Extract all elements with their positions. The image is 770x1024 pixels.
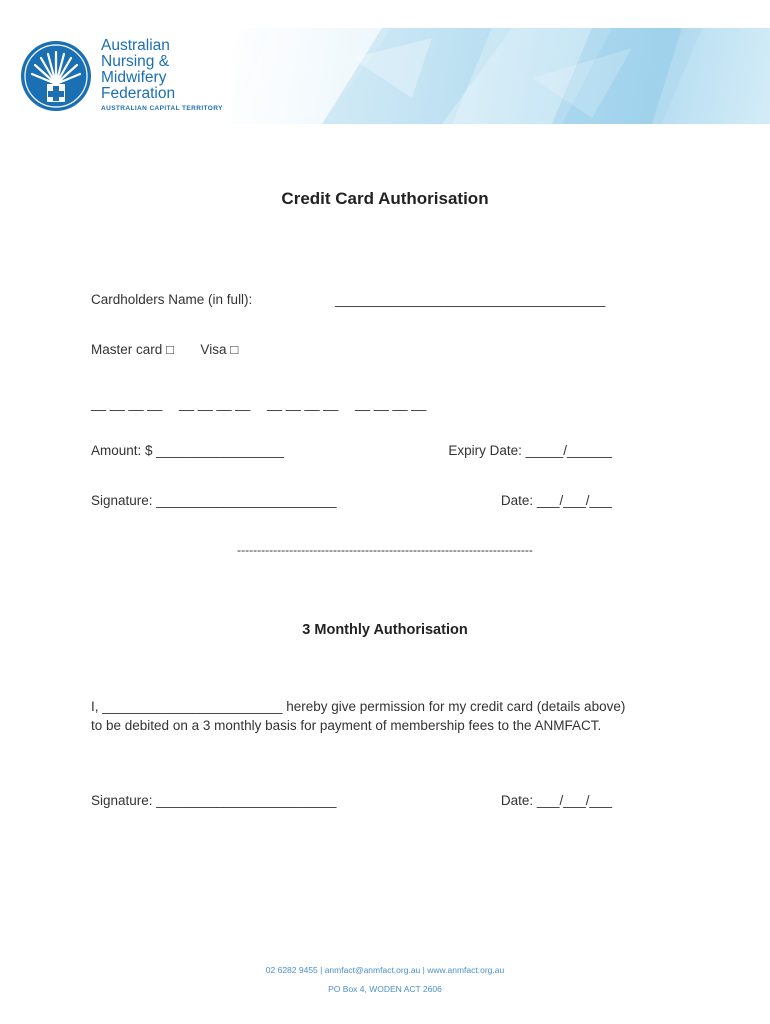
monthly-signature-field[interactable]: Signature: ________________________: [91, 793, 337, 808]
card-number-group-3[interactable]: __ __ __ __: [267, 396, 339, 411]
card-type-options[interactable]: Master card □ Visa □: [91, 342, 239, 357]
footer-contact: 02 6282 9455 | anmfact@anmfact.org.au | www.anmfact.org.au: [265, 965, 505, 975]
header-banner: [232, 28, 770, 124]
org-name-line: Midwifery: [101, 69, 167, 86]
org-name-line: Australian: [101, 37, 170, 54]
form-title: Credit Card Authorisation: [281, 189, 489, 208]
cut-separator: --------------------------------------------------------------------------: [237, 543, 533, 557]
monthly-title: 3 Monthly Authorisation: [302, 622, 468, 638]
permission-line-1[interactable]: I, ________________________ hereby give permission for my credit card (details above): [91, 699, 626, 714]
org-name-line: Federation: [101, 85, 176, 102]
permission-line-2: to be debited on a 3 monthly basis for payment of membership fees to the ANMFACT.: [91, 718, 602, 733]
card-number-group-1[interactable]: __ __ __ __: [91, 396, 163, 411]
banner-pattern: [232, 28, 770, 124]
footer-address: PO Box 4, WODEN ACT 2606: [328, 984, 442, 994]
cardholder-label: Cardholders Name (in full):: [91, 292, 253, 307]
letterhead: [0, 0, 770, 130]
anmf-logo-icon: [20, 40, 92, 112]
expiry-date-field[interactable]: Expiry Date: _____/______: [448, 443, 612, 458]
org-name: [101, 38, 175, 102]
amount-field[interactable]: Amount: $ _________________: [91, 443, 284, 458]
card-number-group-2[interactable]: __ __ __ __: [179, 396, 251, 411]
monthly-date-field[interactable]: Date: ___/___/___: [500, 793, 612, 808]
org-name-line: Nursing &: [101, 53, 170, 70]
card-number-group-4[interactable]: __ __ __ __: [355, 396, 427, 411]
date-field[interactable]: Date: ___/___/___: [500, 493, 612, 508]
org-subtitle: AUSTRALIAN CAPITAL TERRITORY: [101, 105, 223, 112]
cardholder-name-field[interactable]: ____________________________________: [335, 292, 606, 307]
signature-field[interactable]: Signature: ________________________: [91, 493, 337, 508]
